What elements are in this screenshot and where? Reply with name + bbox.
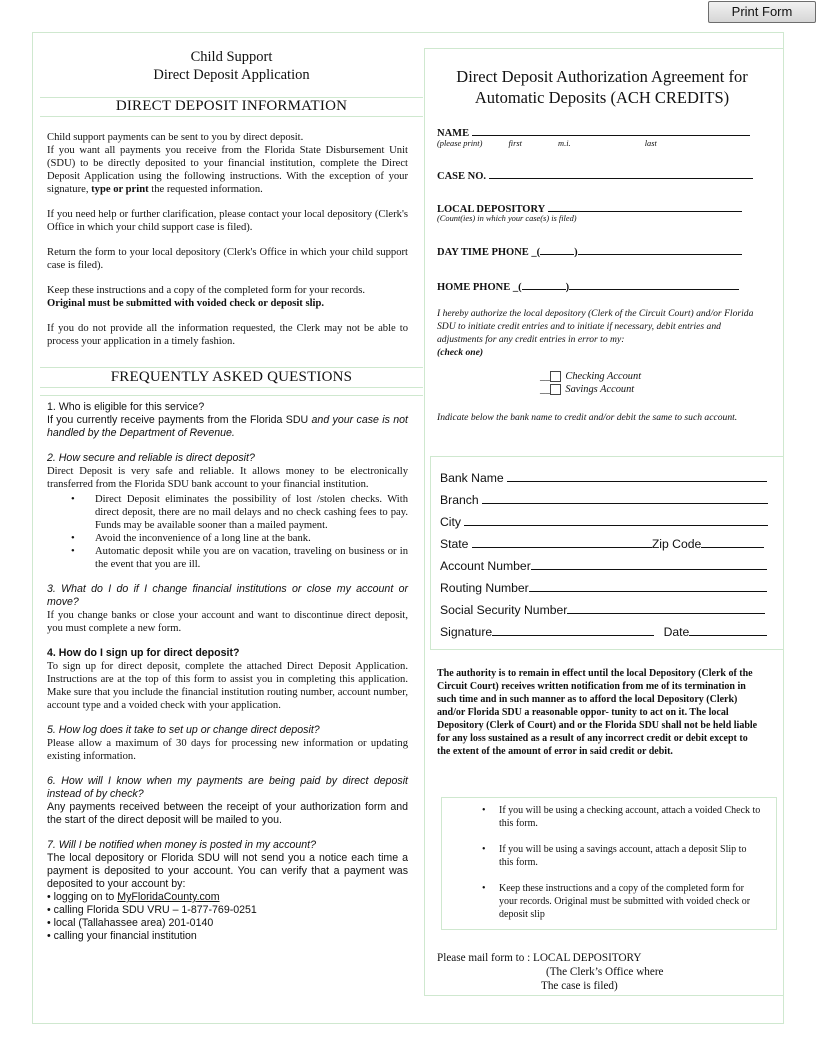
faq-question: 3. What do I do if I change financial institutions or close my account or move?	[47, 583, 408, 608]
faq-question: 5. How log does it take to set up or change direct deposit?	[47, 724, 320, 736]
authorization-paragraph: I hereby authorize the local depository (Clerk of the Circuit Court) and/or Florida SDU to initiate credit entries and to initiate if necessary, debit entries and adjustments for any credit entries in error to my: (check one)	[437, 308, 754, 358]
bank-name-field[interactable]: Bank Name	[440, 470, 772, 485]
form-title: Child Support Direct Deposit Application	[153, 49, 310, 83]
city-field[interactable]: City	[440, 514, 772, 529]
print-form-button[interactable]: Print Form	[708, 1, 816, 23]
case-number-field[interactable]: CASE NO.	[437, 168, 753, 182]
name-field-hint: (please print) first m.i. last	[437, 139, 657, 148]
routing-number-field[interactable]: Routing Number	[440, 580, 772, 595]
ssn-field[interactable]: Social Security Number	[440, 602, 772, 617]
mailing-instructions: Please mail form to : LOCAL DEPOSITORY (The Clerk’s Office where The case is filed)	[437, 952, 664, 992]
faq-question: 4. How do I sign up for direct deposit?	[47, 647, 240, 659]
indicate-bank-text: Indicate below the bank name to credit and/or debit the same to such account.	[437, 412, 738, 423]
list-item: • If you will be using a checking account, attach a voided Check to this form.	[442, 804, 776, 830]
divider	[40, 367, 423, 368]
savings-account-option[interactable]: __ Savings Account	[540, 384, 635, 395]
faq-text: 1. Who is eligible for this service? If you currently receive payments from the Florida SDU and your case is not handled by the Department of Revenue. 2. How secure and reliable is direct deposit? Direct Deposit is very safe and reliable. It allows money to be electronically transferred from the Florida SDU bank account to your financial institution. • Direct Deposit eliminates the possibility of lost /stolen checks. With direct deposit, there are no mail delays and no check cashing fees to pay. Funds may be available sooner than a mailed payment. • Avoid the inconvenience of a long line at the bank. • Automatic deposit while you are on vacation, traveling on business or in the event that you are ill. 3. What do I do if I change financial institutions or close my account or move? If you change banks or close your account and want to discontinue direct deposit, you must complete a new form. 4. How do I sign up for direct deposit? To sign up for direct deposit, complete the attached Direct Deposit Application. Instructions are at the top of this form to assist you in completing this application. Make sure that you include the financial institution routing number, account number, account type and a voided check with your application. 5. How log does it take to set up or change direct deposit? Please allow a maximum of 30 days for processing new information or updating existing information. 6. How will I know when my payments are being paid by direct deposit instead of by check? Any payments received between the receipt of your authorization form and the start of the direct deposit will be mailed to you. 7. Will I be notified when money is posted in my account? The local depository or Florida SDU will not send you a notice each time a payment is deposited to your account. You can verify that a payment was deposited to your account by: • logging on to MyFloridaCounty.com • calling Florida SDU VRU – 1-877-769-0251 • local (Tallahassee area) 201-0140 • calling your financial institution	[47, 401, 408, 955]
myfloridacounty-link[interactable]: MyFloridaCounty.com	[117, 891, 220, 903]
list-item: • Automatic deposit while you are on vacation, traveling on business or in the event that you are ill.	[47, 545, 408, 571]
local-depository-hint: (Count(ies) in which your case(s) is filed)	[437, 214, 577, 223]
faq-question: 2. How secure and reliable is direct deposit?	[47, 452, 255, 464]
checking-checkbox[interactable]	[550, 371, 561, 382]
bank-info-frame	[430, 456, 784, 650]
branch-field[interactable]: Branch	[440, 492, 772, 507]
local-depository-field[interactable]: LOCAL DEPOSITORY	[437, 201, 742, 215]
account-type-options	[540, 370, 641, 396]
name-field[interactable]: NAME	[437, 125, 750, 139]
instructions-box	[441, 797, 777, 930]
faq-question: 1. Who is eligible for this service?	[47, 401, 205, 413]
faq-question: 7. Will I be notified when money is posted in my account?	[47, 839, 317, 851]
list-item: • If you will be using a savings account, attach a deposit Slip to this form.	[442, 843, 776, 869]
state-zip-field[interactable]: State Zip Code	[440, 536, 772, 551]
divider	[40, 116, 423, 117]
authorization-title: Direct Deposit Authorization Agreement for Automatic Deposits (ACH CREDITS)	[456, 67, 748, 107]
account-number-field[interactable]: Account Number	[440, 558, 772, 573]
divider	[40, 387, 423, 388]
list-item: • Direct Deposit eliminates the possibility of lost /stolen checks. With direct deposit, there are no mail delays and no check cashing fees to pay. Funds may be available sooner than a mailed payment.	[47, 493, 408, 532]
checking-account-option[interactable]: __ Checking Account	[540, 371, 642, 382]
savings-checkbox[interactable]	[550, 384, 561, 395]
faq-heading: FREQUENTLY ASKED QUESTIONS	[110, 369, 353, 385]
home-phone-field[interactable]: HOME PHONE _( )	[437, 279, 739, 293]
list-item: • Keep these instructions and a copy of the completed form for your records. Original must be submitted with voided check or deposit slip	[442, 882, 776, 921]
direct-deposit-info-heading: DIRECT DEPOSIT INFORMATION	[115, 98, 348, 114]
signature-date-field[interactable]: Signature Date	[440, 624, 772, 639]
faq-question: 6. How will I know when my payments are being paid by direct deposit instead of by check?	[47, 775, 408, 800]
faq-bullet-list	[47, 493, 408, 571]
authority-statement: The authority is to remain in effect until the local Depository (Clerk of the Circuit Court) receives written notification from me of its termination in such time and in such manner as to afford the local Depository (Clerk) and/or Florida SDU a reasonable oppor- tunity to act on it. The local Depository (Clerk of Court) and or the Florida SDU shall not be held liable for any loss sustained as a result of any incorrect credit or debit except to the extent of the amount of error in said credit or debit.	[437, 668, 758, 757]
day-phone-field[interactable]: DAY TIME PHONE _( )	[437, 244, 742, 258]
list-item: • Avoid the inconvenience of a long line at the bank.	[47, 532, 408, 545]
direct-deposit-info-text: Child support payments can be sent to you by direct deposit. If you want all payments you receive from the Florida State Disbursement Unit (SDU) to be directly deposited to your financial institution, complete the Direct Deposit Application using the following instructions. With the exception of your signature, type or print the requested information. If you need help or further clarification, please contact your local depository (Clerk's Office in which your child support case is filed). Return the form to your local depository (Clerk's Office in which your child support case is filed). Keep these instructions and a copy of the completed form for your records. Original must be submitted with voided check or deposit slip. If you do not provide all the information requested, the Clerk may not be able to process your application in a timely fashion.	[47, 132, 408, 347]
